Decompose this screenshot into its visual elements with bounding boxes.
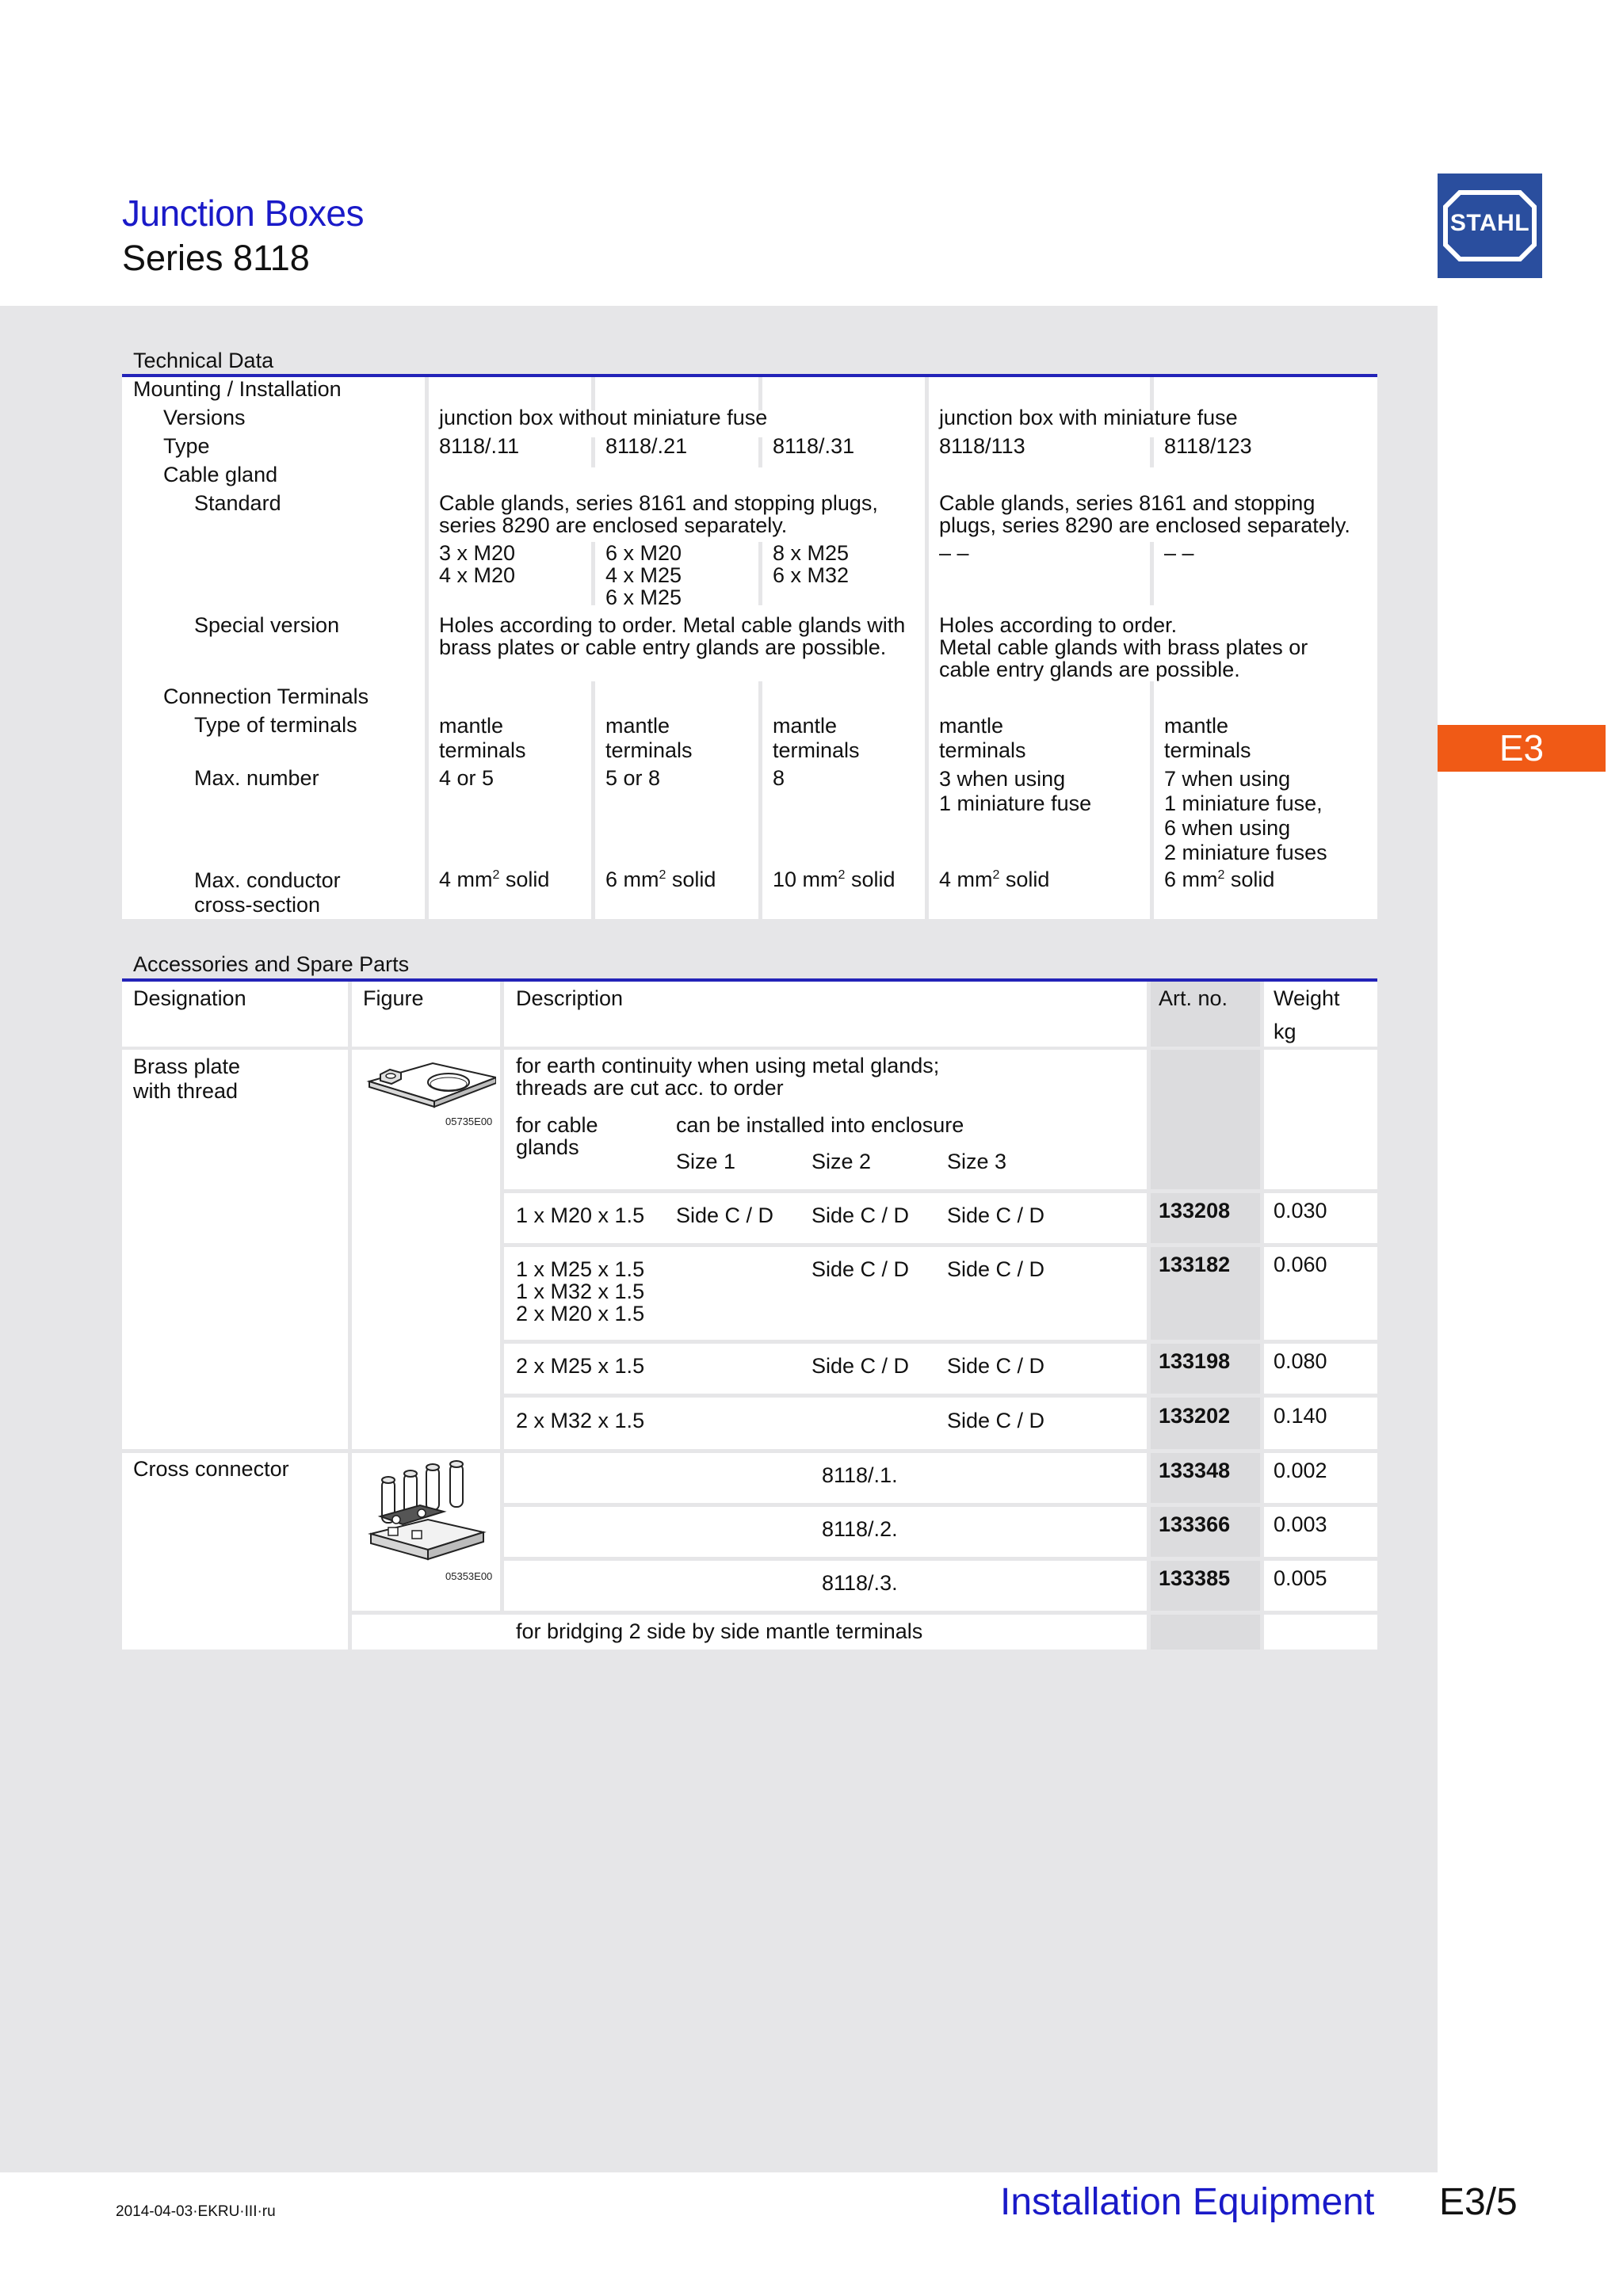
size-2-header: Size 2	[812, 1150, 872, 1173]
size-3-side: Side C / D	[947, 1409, 1045, 1432]
standard-glands: 3 x M20 4 x M20	[439, 541, 516, 587]
weight-value: 0.002	[1274, 1459, 1327, 1482]
max-conductor-value: 6 $mm^2$ solid	[605, 868, 716, 891]
brass-description: for earth continuity when using metal glands; threads are cut acc. to order	[516, 1054, 940, 1100]
for-cable-glands-label: for cable glands	[516, 1113, 598, 1159]
type-value: 8118/113	[939, 434, 1025, 458]
standard-glands: 8 x M25 6 x M32	[773, 541, 850, 587]
size-2-side: Side C / D	[812, 1257, 910, 1281]
cross-connector-designation: Cross connector	[133, 1457, 289, 1481]
gland-size: 2 x M32 x 1.5	[516, 1409, 645, 1432]
size-1-header: Size 1	[676, 1150, 736, 1173]
type-value: 8118/.31	[773, 434, 855, 458]
max-conductor-label: Max. conductor cross-section	[194, 868, 341, 917]
page-number: E3/5	[1439, 2181, 1518, 2223]
art-no: 133366	[1159, 1512, 1231, 1536]
size-3-side: Side C / D	[947, 1257, 1045, 1281]
cross-connector-type: 8118/.2.	[822, 1517, 898, 1541]
size-2-side: Side C / D	[812, 1354, 910, 1378]
weight-value: 0.003	[1274, 1512, 1327, 1536]
version-without-fuse: junction box without miniature fuse	[439, 406, 768, 429]
terminal-type-value: mantle terminals	[773, 714, 860, 762]
art-no: 133208	[1159, 1199, 1231, 1222]
standard-label: Standard	[194, 491, 281, 515]
max-number-value: 3 when using 1 miniature fuse	[939, 767, 1092, 815]
designation-column-header: Designation	[133, 986, 246, 1010]
max-conductor-value: 4 $mm^2$ solid	[939, 868, 1050, 891]
type-value: 8118/123	[1164, 434, 1252, 458]
standard-with-text: Cable glands, series 8161 and stopping plugs, series 8290 are enclosed separately.	[939, 491, 1350, 537]
max-number-value: 5 or 8	[605, 766, 661, 790]
gland-size: 1 x M20 x 1.5	[516, 1203, 645, 1227]
footer-section-title: Installation Equipment	[1000, 2181, 1375, 2223]
logo-text: STAHL	[1449, 210, 1530, 236]
connection-terminals-heading: Connection Terminals	[163, 685, 369, 708]
special-with-text: Holes according to order. Metal cable glands with brass plates or cable entry glands are possible.	[939, 613, 1308, 681]
cross-connector-note: for bridging 2 side by side mantle terminals	[516, 1619, 923, 1643]
weight-value: 0.080	[1274, 1349, 1327, 1373]
versions-label: Versions	[163, 406, 246, 429]
version-with-fuse: junction box with miniature fuse	[939, 406, 1238, 429]
brass-figure-code: 05735E00	[445, 1116, 493, 1127]
art-no: 133385	[1159, 1566, 1231, 1590]
weight-value: 0.030	[1274, 1199, 1327, 1222]
art-no-cell	[1151, 1615, 1260, 1650]
max-number-value: 4 or 5	[439, 766, 495, 790]
install-into-enclosure-label: can be installed into enclosure	[676, 1113, 964, 1137]
brass-plate-figure	[361, 1054, 496, 1121]
art-no: 133198	[1159, 1349, 1231, 1373]
technical-data-heading: Technical Data	[133, 349, 274, 372]
size-2-side: Side C / D	[812, 1203, 910, 1227]
standard-without-text: Cable glands, series 8161 and stopping plugs, series 8290 are enclosed separately.	[439, 491, 878, 537]
weight-unit: kg	[1274, 1020, 1296, 1043]
standard-glands: – –	[1164, 541, 1194, 565]
art-no: 133182	[1159, 1253, 1231, 1276]
document-code: 2014-04-03·EKRU·III·ru	[116, 2203, 276, 2220]
brass-weight-empty	[1264, 1050, 1377, 1189]
stahl-logo	[1438, 174, 1542, 278]
cross-connector-type: 8118/.3.	[822, 1571, 898, 1595]
size-3-side: Side C / D	[947, 1354, 1045, 1378]
page-title: Junction Boxes	[122, 193, 364, 234]
terminal-type-value: mantle terminals	[939, 714, 1026, 762]
terminal-type-value: mantle terminals	[1164, 714, 1251, 762]
art-no: 133202	[1159, 1404, 1231, 1428]
max-conductor-value: 6 $mm^2$ solid	[1164, 868, 1275, 891]
weight-cell	[1264, 1615, 1377, 1650]
max-number-value: 8	[773, 766, 785, 790]
standard-glands: 6 x M20 4 x M25 6 x M25	[605, 541, 682, 609]
size-3-header: Size 3	[947, 1150, 1007, 1173]
art-no: 133348	[1159, 1459, 1231, 1482]
size-3-side: Side C / D	[947, 1203, 1045, 1227]
type-value: 8118/.21	[605, 434, 688, 458]
gland-size: 2 x M25 x 1.5	[516, 1354, 645, 1378]
cable-gland-label: Cable gland	[163, 463, 278, 486]
special-version-label: Special version	[194, 613, 340, 637]
cross-connector-type: 8118/.1.	[822, 1463, 898, 1487]
weight-value: 0.060	[1274, 1253, 1327, 1276]
type-value: 8118/.11	[439, 434, 520, 458]
description-column-header: Description	[516, 986, 624, 1010]
special-without-text: Holes according to order. Metal cable glands with brass plates or cable entry glands are possible.	[439, 613, 906, 659]
mounting-heading: Mounting / Installation	[133, 377, 342, 401]
art-no-column-header: Art. no.	[1159, 986, 1228, 1010]
accessories-heading: Accessories and Spare Parts	[133, 952, 410, 976]
brass-plate-designation: Brass plate with thread	[133, 1055, 241, 1103]
page-subtitle: Series 8118	[122, 238, 310, 278]
standard-glands: – –	[939, 541, 969, 565]
max-number-label: Max. number	[194, 766, 319, 790]
size-1-side: Side C / D	[676, 1203, 774, 1227]
section-tab: E3	[1438, 725, 1606, 772]
brass-art-empty	[1151, 1050, 1260, 1189]
weight-value: 0.005	[1274, 1566, 1327, 1590]
cross-connector-figure	[365, 1456, 491, 1571]
gland-size: 1 x M25 x 1.5 1 x M32 x 1.5 2 x M20 x 1.5	[516, 1257, 645, 1325]
terminal-type-label: Type of terminals	[194, 713, 357, 737]
terminal-type-value: mantle terminals	[605, 714, 693, 762]
type-label: Type	[163, 434, 210, 458]
weight-column-header: Weight	[1274, 986, 1340, 1010]
tech-label-column	[122, 377, 425, 919]
brass-designation-cell	[122, 1050, 348, 1449]
max-conductor-value: 10 $mm^2$ solid	[773, 868, 896, 891]
max-number-value: 7 when using 1 miniature fuse, 6 when using 2 miniature fuses	[1164, 767, 1327, 864]
cross-designation-cell	[122, 1453, 348, 1650]
figure-column-header: Figure	[363, 986, 424, 1010]
terminal-type-value: mantle terminals	[439, 714, 526, 762]
weight-value: 0.140	[1274, 1404, 1327, 1428]
cross-figure-code: 05353E00	[445, 1570, 493, 1582]
max-conductor-value: 4 $mm^2$ solid	[439, 868, 550, 891]
